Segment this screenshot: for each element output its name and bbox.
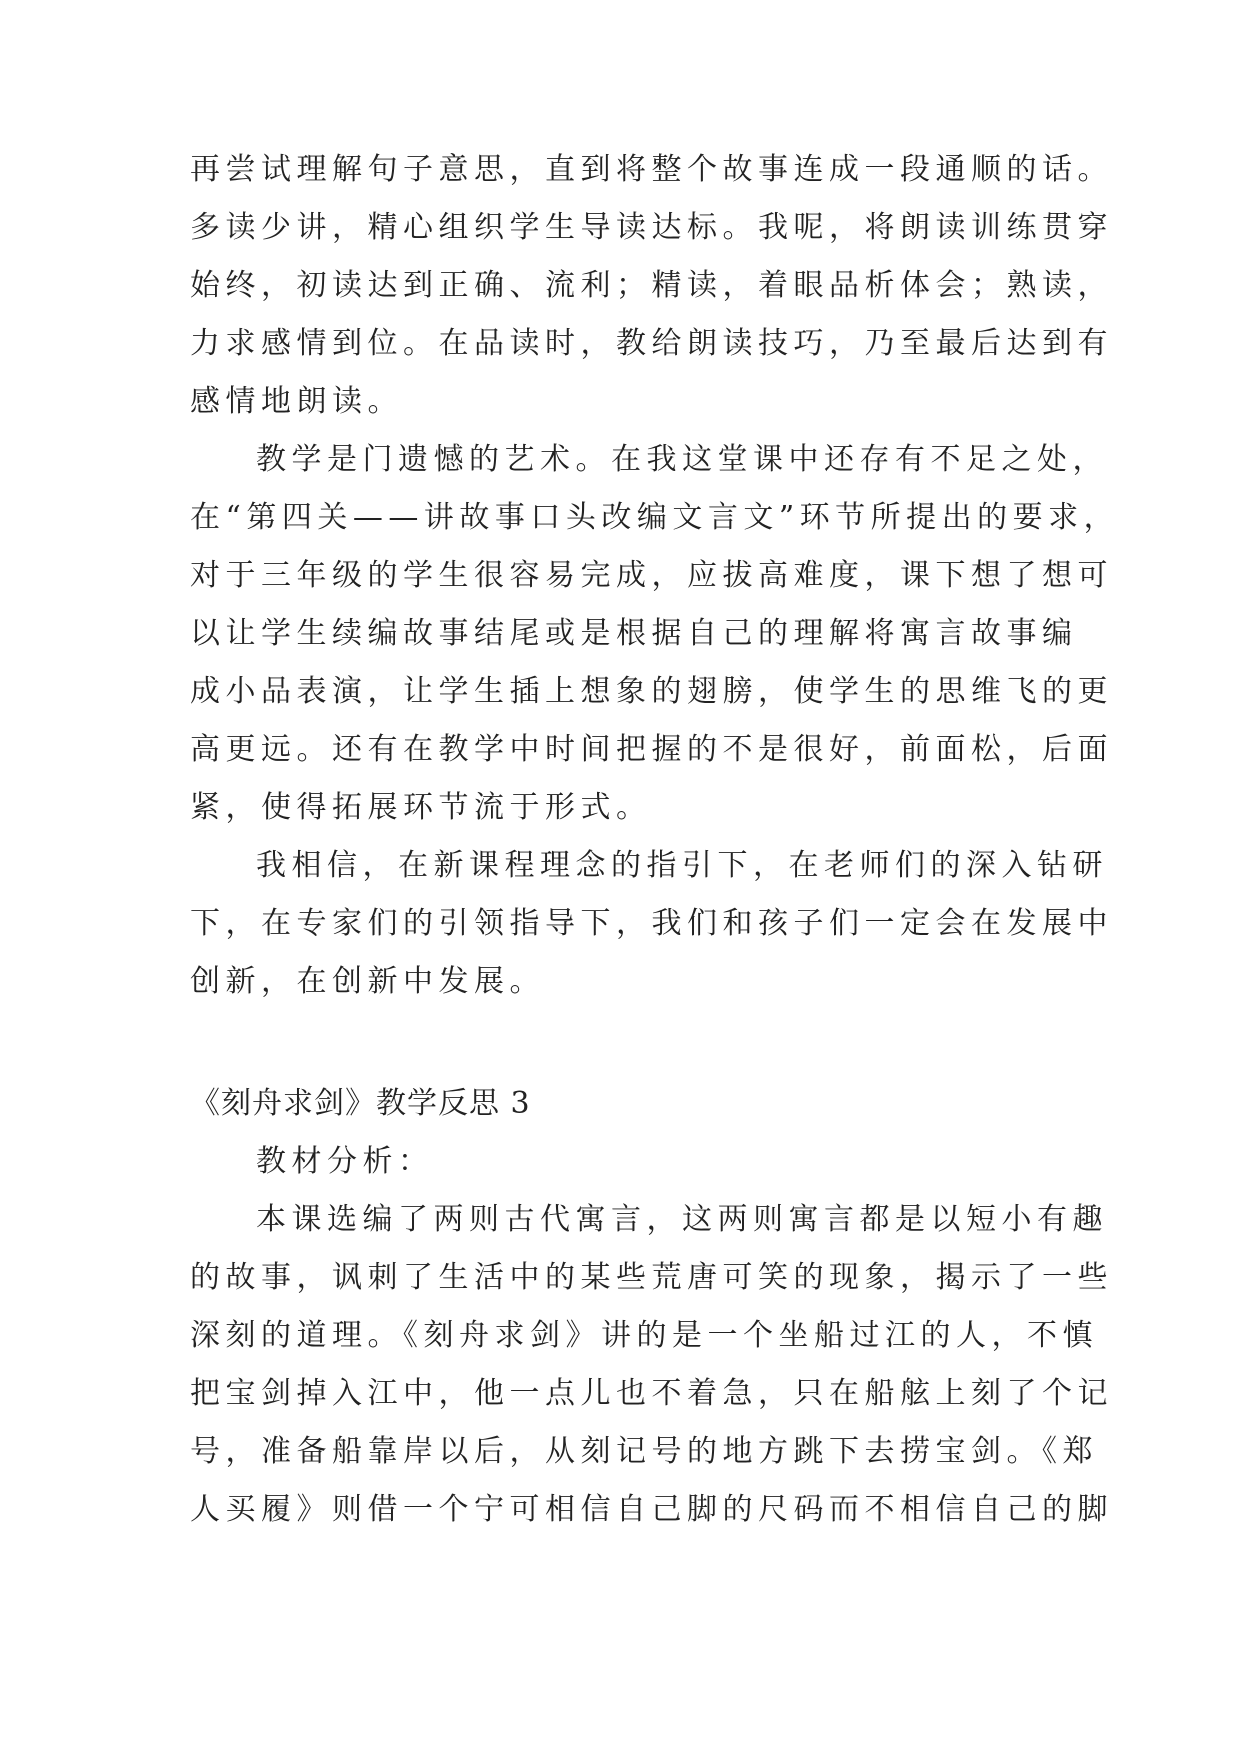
paragraph-4-line-3: 深刻的道理。《刻舟求剑》讲的是一个坐船过江的人，不慎 [190, 1318, 1098, 1353]
paragraph-2-line-7: 紧，使得拓展环节流于形式。 [190, 790, 652, 825]
paragraph-4-line-2: 的故事，讽刺了生活中的某些荒唐可笑的现象，揭示了一些 [190, 1260, 1113, 1295]
paragraph-2-line-4: 以让学生续编故事结尾或是根据自己的理解将寓言故事编 [190, 616, 1078, 651]
paragraph-3-line-2: 下，在专家们的引领指导下，我们和孩子们一定会在发展中 [190, 906, 1113, 941]
paragraph-1-line-1: 再尝试理解句子意思，直到将整个故事连成一段通顺的话。 [190, 152, 1113, 187]
paragraph-2-line-3: 对于三年级的学生很容易完成，应拔高难度，课下想了想可 [190, 558, 1113, 593]
paragraph-4-line-6: 人买履》则借一个宁可相信自己脚的尺码而不相信自己的脚 [190, 1492, 1113, 1527]
paragraph-4-line-1: 本课选编了两则古代寓言，这两则寓言都是以短小有趣 [256, 1202, 1108, 1237]
paragraph-3-line-1: 我相信，在新课程理念的指引下，在老师们的深入钻研 [256, 848, 1108, 883]
paragraph-3-line-3: 创新，在创新中发展。 [190, 964, 545, 999]
paragraph-1-line-5: 感情地朗读。 [190, 384, 403, 419]
paragraph-4-line-5: 号，准备船靠岸以后，从刻记号的地方跳下去捞宝剑。《郑 [190, 1434, 1098, 1469]
paragraph-2-line-6: 高更远。还有在教学中时间把握的不是很好，前面松，后面 [190, 732, 1113, 767]
paragraph-2-line-1: 教学是门遗憾的艺术。在我这堂课中还存有不足之处， [256, 442, 1108, 477]
paragraph-2-line-5: 成小品表演，让学生插上想象的翅膀，使学生的思维飞的更 [190, 674, 1113, 709]
paragraph-4-line-4: 把宝剑掉入江中，他一点儿也不着急，只在船舷上刻了个记 [190, 1376, 1113, 1411]
subheading: 教材分析： [256, 1144, 434, 1179]
paragraph-2-line-2: 在“第四关——讲故事口头改编文言文”环节所提出的要求， [190, 500, 1120, 535]
paragraph-1-line-4: 力求感情到位。在品读时，教给朗读技巧，乃至最后达到有 [190, 326, 1113, 361]
paragraph-1-line-3: 始终，初读达到正确、流利；精读，着眼品析体会；熟读， [190, 268, 1113, 303]
section-title: 《刻舟求剑》教学反思 3 [190, 1086, 531, 1121]
paragraph-1-line-2: 多读少讲，精心组织学生导读达标。我呢，将朗读训练贯穿 [190, 210, 1113, 245]
